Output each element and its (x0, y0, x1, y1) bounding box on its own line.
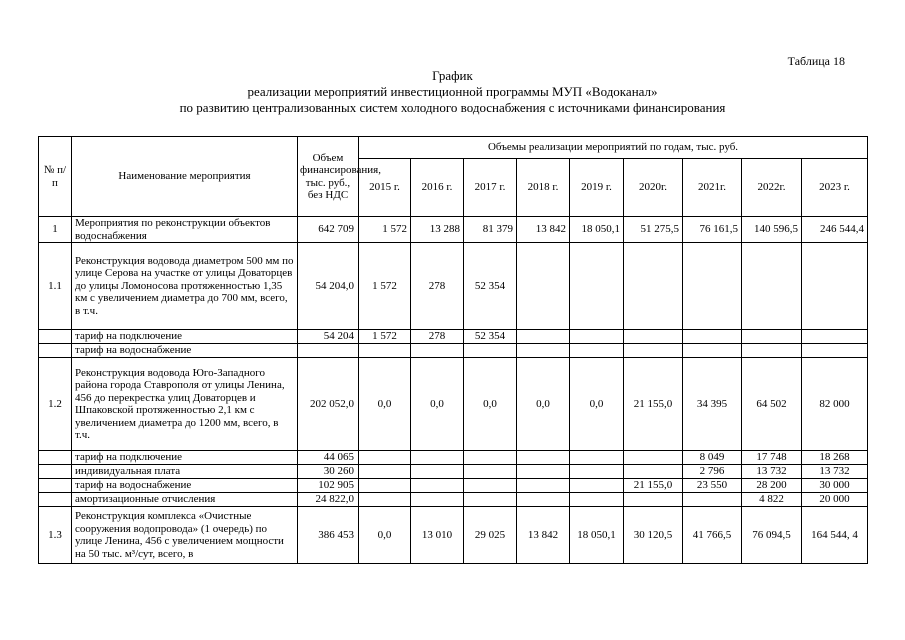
cell-name: индивидуальная плата (72, 465, 298, 479)
cell-value (624, 493, 683, 507)
cell-value (464, 493, 517, 507)
cell-value: 23 550 (683, 479, 742, 493)
cell-value (742, 344, 802, 358)
cell-financing: 30 260 (298, 465, 359, 479)
table-number: Таблица 18 (787, 54, 845, 68)
cell-value: 13 288 (411, 217, 464, 243)
cell-value: 76 161,5 (683, 217, 742, 243)
cell-financing: 54 204 (298, 330, 359, 344)
cell-value: 1 572 (359, 217, 411, 243)
cell-value: 30 000 (802, 479, 868, 493)
cell-value (570, 493, 624, 507)
cell-value (802, 330, 868, 344)
table-row (39, 358, 868, 451)
schedule-table (38, 136, 868, 564)
cell-value (411, 493, 464, 507)
table-row (39, 243, 868, 330)
cell-name: амортизационные отчисления (72, 493, 298, 507)
cell-value (359, 465, 411, 479)
heading-subtitle-1: реализации мероприятий инвестиционной программы МУП «Водоканал» (247, 84, 658, 99)
cell-value (624, 330, 683, 344)
cell-value: 81 379 (464, 217, 517, 243)
cell-name: Реконструкция водовода диаметром 500 мм по улице Серова на участке от улицы Доваторцев до улицы Ломоносова протяженностью 1,35 км с увеличением диаметра до 700 мм, всего, в т.ч. (72, 243, 298, 330)
table-row (39, 493, 868, 507)
table-row (39, 217, 868, 243)
cell-num (39, 330, 72, 344)
cell-value (624, 243, 683, 330)
header-year: 2021г. (683, 159, 742, 217)
cell-value: 13 842 (517, 507, 570, 564)
cell-value (570, 330, 624, 344)
cell-value (742, 243, 802, 330)
heading-title: График (432, 68, 473, 83)
cell-value (624, 451, 683, 465)
cell-value: 246 544,4 (802, 217, 868, 243)
cell-num (39, 344, 72, 358)
cell-value (624, 465, 683, 479)
cell-value (411, 479, 464, 493)
cell-value: 13 842 (517, 217, 570, 243)
cell-value (517, 479, 570, 493)
cell-value: 164 544, 4 (802, 507, 868, 564)
cell-value (411, 451, 464, 465)
cell-value: 278 (411, 243, 464, 330)
cell-value: 13 732 (742, 465, 802, 479)
table-row (39, 344, 868, 358)
header-year: 2020г. (624, 159, 683, 217)
header-num: № п/п (39, 137, 72, 217)
cell-financing: 24 822,0 (298, 493, 359, 507)
cell-value (624, 344, 683, 358)
cell-value (464, 344, 517, 358)
cell-value: 140 596,5 (742, 217, 802, 243)
cell-value: 29 025 (464, 507, 517, 564)
cell-value: 4 822 (742, 493, 802, 507)
cell-financing: 642 709 (298, 217, 359, 243)
cell-value (359, 451, 411, 465)
cell-value (570, 451, 624, 465)
cell-value (517, 344, 570, 358)
cell-value: 52 354 (464, 330, 517, 344)
cell-value (464, 465, 517, 479)
cell-value: 21 155,0 (624, 479, 683, 493)
cell-value (517, 493, 570, 507)
header-name: Наименование мероприятия (72, 137, 298, 217)
cell-value (411, 344, 464, 358)
cell-value: 18 268 (802, 451, 868, 465)
cell-num: 1.3 (39, 507, 72, 564)
header-year: 2017 г. (464, 159, 517, 217)
header-year: 2018 г. (517, 159, 570, 217)
cell-value: 28 200 (742, 479, 802, 493)
cell-name: Реконструкция водовода Юго-Западного района города Ставрополя от улицы Ленина, 456 до перекрестка улиц Доваторцев и Шпаковской протяженностью 2,1 км с увеличением диаметра до 1200 мм, всего, в т.ч. (72, 358, 298, 451)
cell-value (802, 344, 868, 358)
cell-financing (298, 344, 359, 358)
cell-value (683, 344, 742, 358)
cell-value (802, 243, 868, 330)
cell-value: 13 732 (802, 465, 868, 479)
heading-subtitle-2: по развитию централизованных систем холодного водоснабжения с источниками финансирования (179, 100, 726, 115)
cell-value: 64 502 (742, 358, 802, 451)
cell-financing: 44 065 (298, 451, 359, 465)
cell-value: 0,0 (517, 358, 570, 451)
header-financing: Объем финансирования, тыс. руб., без НДС (298, 137, 359, 217)
cell-value (683, 330, 742, 344)
cell-value: 41 766,5 (683, 507, 742, 564)
header-year: 2019 г. (570, 159, 624, 217)
cell-value (359, 344, 411, 358)
table-row (39, 479, 868, 493)
cell-value: 18 050,1 (570, 507, 624, 564)
cell-value (517, 451, 570, 465)
cell-value: 0,0 (570, 358, 624, 451)
cell-value: 0,0 (359, 358, 411, 451)
cell-value (517, 330, 570, 344)
cell-value: 76 094,5 (742, 507, 802, 564)
cell-value: 1 572 (359, 330, 411, 344)
cell-value: 8 049 (683, 451, 742, 465)
table-row (39, 507, 868, 564)
cell-value: 34 395 (683, 358, 742, 451)
cell-value (517, 243, 570, 330)
cell-value: 30 120,5 (624, 507, 683, 564)
header-year: 2015 г. (359, 159, 411, 217)
document-heading (0, 68, 905, 116)
cell-financing: 386 453 (298, 507, 359, 564)
cell-value (359, 479, 411, 493)
cell-num (39, 465, 72, 479)
cell-value: 1 572 (359, 243, 411, 330)
cell-num (39, 451, 72, 465)
cell-value: 13 010 (411, 507, 464, 564)
cell-value (570, 479, 624, 493)
cell-value (464, 451, 517, 465)
header-year: 2016 г. (411, 159, 464, 217)
cell-value (411, 465, 464, 479)
cell-num (39, 493, 72, 507)
cell-value: 51 275,5 (624, 217, 683, 243)
header-year: 2022г. (742, 159, 802, 217)
cell-value (683, 493, 742, 507)
cell-name: тариф на подключение (72, 451, 298, 465)
table-row (39, 465, 868, 479)
cell-value (683, 243, 742, 330)
cell-financing: 54 204,0 (298, 243, 359, 330)
cell-name: Мероприятия по реконструкции объектов водоснабжения (72, 217, 298, 243)
header-year: 2023 г. (802, 159, 868, 217)
cell-financing: 102 905 (298, 479, 359, 493)
cell-num (39, 479, 72, 493)
cell-num: 1 (39, 217, 72, 243)
cell-value: 0,0 (464, 358, 517, 451)
cell-value: 2 796 (683, 465, 742, 479)
cell-value: 278 (411, 330, 464, 344)
cell-value (464, 479, 517, 493)
table-row (39, 451, 868, 465)
header-years-group: Объемы реализации мероприятий по годам, тыс. руб. (359, 137, 868, 159)
cell-value: 21 155,0 (624, 358, 683, 451)
cell-value: 0,0 (359, 507, 411, 564)
cell-value (570, 465, 624, 479)
cell-name: тариф на водоснабжение (72, 479, 298, 493)
cell-value (359, 493, 411, 507)
cell-value (570, 243, 624, 330)
cell-value: 0,0 (411, 358, 464, 451)
table-row (39, 330, 868, 344)
cell-value (517, 465, 570, 479)
cell-value: 82 000 (802, 358, 868, 451)
cell-value: 17 748 (742, 451, 802, 465)
cell-num: 1.1 (39, 243, 72, 330)
cell-name: тариф на подключение (72, 330, 298, 344)
cell-value: 20 000 (802, 493, 868, 507)
cell-financing: 202 052,0 (298, 358, 359, 451)
cell-value (742, 330, 802, 344)
cell-name: тариф на водоснабжение (72, 344, 298, 358)
cell-value (570, 344, 624, 358)
cell-value: 18 050,1 (570, 217, 624, 243)
cell-name: Реконструкция комплекса «Очистные сооружения водопровода» (1 очередь) по улице Ленина, 456 с увеличением мощности на 50 тыс. м³/сут, всего, в (72, 507, 298, 564)
cell-num: 1.2 (39, 358, 72, 451)
cell-value: 52 354 (464, 243, 517, 330)
